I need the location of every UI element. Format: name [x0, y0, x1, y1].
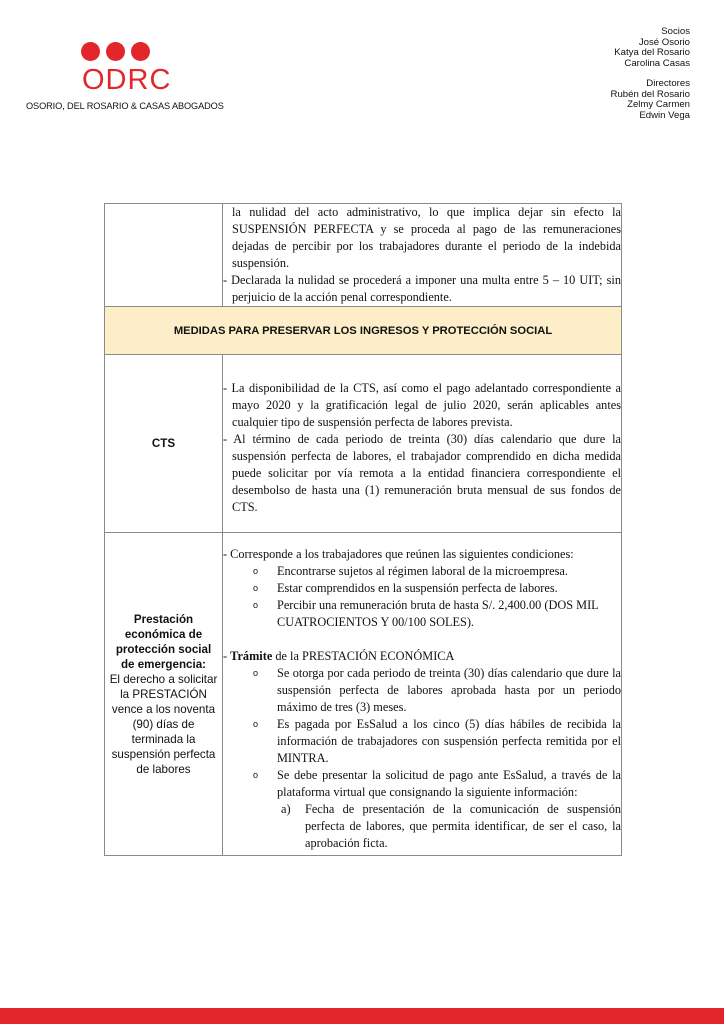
circle-bullet-icon: o [253, 583, 259, 593]
list-item: o Encontrarse sujetos al régimen laboral de la microempresa. [253, 564, 568, 578]
label-text: El derecho a solicitar la PRESTACIÓN vence a los noventa (90) días de terminada la suspensión perfecta de labores [109, 672, 218, 776]
prestacion-label [105, 533, 223, 856]
circle-bullet-icon: o [253, 566, 259, 576]
bullet: - Corresponde a los trabajadores que reúnen las siguientes condiciones: [223, 547, 574, 561]
cts-cell [223, 355, 622, 533]
section-header: MEDIDAS PARA PRESERVAR LOS INGRESOS Y PROTECCIÓN SOCIAL [105, 307, 622, 355]
empty-cell [105, 204, 223, 307]
label-bold: Prestación económica de protección social de emergencia: [115, 612, 212, 671]
bullet: - Trámite de la PRESTACIÓN ECONÓMICA [223, 649, 455, 663]
bullet: - La disponibilidad de la CTS, así como el pago adelantado correspondiente a mayo 2020 y la gratificación legal de julio 2020, serán aplicables antes cualquier tipo de suspensión perfecta de labores prevista. [223, 380, 621, 429]
nulidad-cell [223, 204, 622, 307]
logo-subtitle: OSORIO, DEL ROSARIO & CASAS ABOGADOS [26, 101, 224, 111]
logo-dot [131, 42, 150, 61]
company-logo [26, 42, 246, 64]
list-item: o Se otorga por cada periodo de treinta (30) días calendario que dure la suspensión perfecta de labores aprobada hasta por un periodo máximo de tres (3) meses. [253, 666, 621, 714]
directores-title: Directores [646, 78, 690, 89]
paragraph: la nulidad del acto administrativo, lo que implica dejar sin efecto la SUSPENSIÓN PERFECTA y se proceda al pago de las remuneraciones dejadas de percibir por los trabajadores durante el periodo de la indebida suspensión. [232, 205, 621, 270]
list-item: o Se debe presentar la solicitud de pago ante EsSalud, a través de la plataforma virtual que consignando la siguiente información: [253, 768, 621, 799]
socios-title: Socios [661, 26, 690, 37]
circle-bullet-icon: o [253, 600, 259, 610]
footer-bar [0, 1008, 724, 1024]
circle-bullet-icon: o [253, 770, 259, 780]
table-row [105, 204, 622, 307]
socio-name: Carolina Casas [624, 57, 690, 69]
director-name: Edwin Vega [639, 109, 690, 121]
bullet: - Declarada la nulidad se procederá a imponer una multa entre 5 – 10 UIT; sin perjuicio de la acción penal correspondiente. [223, 273, 621, 304]
logo-dots [26, 42, 246, 64]
subitem-marker: a) [281, 802, 291, 816]
content-table [104, 203, 622, 856]
list-subitem: a) Fecha de presentación de la comunicación de suspensión perfecta de labores, que permita identificar, de ser el caso, la aprobación ficta. [281, 802, 621, 850]
director-name: Zelmy Carmen [627, 99, 690, 110]
circle-bullet-icon: o [253, 668, 259, 678]
table-row [105, 355, 622, 533]
logo-dot [81, 42, 100, 61]
socio-name: Katya del Rosario [614, 47, 690, 58]
tramite-bold: Trámite [230, 649, 273, 663]
prestacion-cell [223, 533, 622, 856]
bullet: - Al término de cada periodo de treinta (30) días calendario que dure la suspensión perfecta de labores, el trabajador comprendido en dicha medida puede solicitar por vía remota a la entidad financiera correspondiente el desembolso de hasta una (1) remuneración bruta mensual de sus fondos de CTS. [223, 431, 621, 514]
logo-mark: ODRC [82, 64, 172, 96]
logo-dot [106, 42, 125, 61]
cts-label: CTS [105, 355, 223, 533]
table-row [105, 533, 622, 856]
staff-list [611, 27, 690, 121]
circle-bullet-icon: o [253, 719, 259, 729]
list-item: o Estar comprendidos en la suspensión perfecta de labores. [253, 581, 558, 595]
director-name: Rubén del Rosario [610, 88, 690, 100]
list-item: o Percibir una remuneración bruta de hasta S/. 2,400.00 (DOS MIL CUATROCIENTOS Y 00/100 SOLES). [253, 598, 599, 629]
list-item: o Es pagada por EsSalud a los cinco (5) días hábiles de recibida la información de trabajadores con suspensión perfecta remitida por el MINTRA. [253, 717, 621, 765]
socio-name: José Osorio [638, 36, 690, 48]
table-row [105, 307, 622, 355]
